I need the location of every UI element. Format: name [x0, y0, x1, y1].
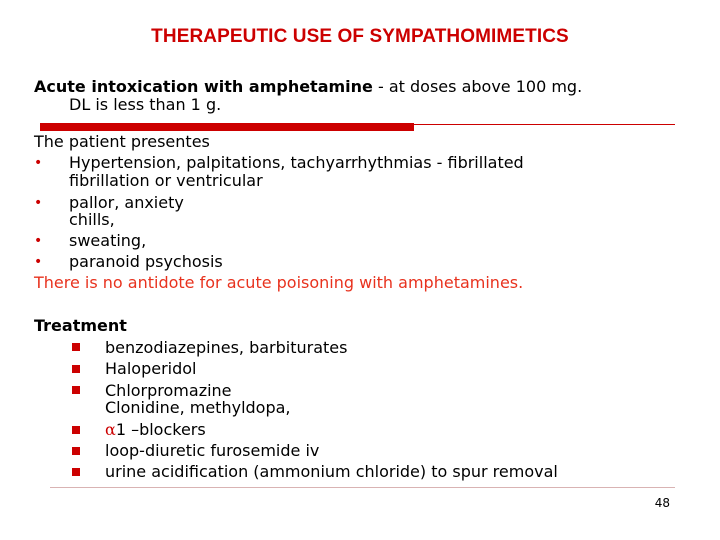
treatment-item: loop-diuretic furosemide iv [105, 441, 320, 460]
intro-heading: Acute intoxication with amphetamine [34, 77, 373, 96]
treatment-item: Chlorpromazine [105, 381, 232, 400]
symptom-item: pallor, anxiety [69, 193, 184, 212]
square-bullet-icon [72, 426, 80, 434]
alpha-symbol: α [105, 420, 116, 439]
presents-label: The patient presentes [34, 132, 210, 151]
treatment-item-text: 1 –blockers [115, 420, 206, 439]
treatment-item: benzodiazepines, barbiturates [105, 338, 348, 357]
divider-bar-thin [414, 124, 675, 125]
treatment-item: urine acidification (ammonium chloride) to spur removal [105, 462, 558, 481]
treatment-heading: Treatment [34, 316, 127, 335]
bullet-dot-icon: • [34, 254, 43, 270]
treatment-item: Haloperidol [105, 359, 197, 378]
symptom-item: paranoid psychosis [69, 252, 223, 271]
intro-detail: - at doses above 100 mg. [372, 77, 583, 96]
footer-divider [50, 487, 675, 488]
page-number: 48 [654, 496, 670, 510]
square-bullet-icon [72, 365, 80, 373]
square-bullet-icon [72, 386, 80, 394]
square-bullet-icon [72, 468, 80, 476]
square-bullet-icon [72, 343, 80, 351]
divider-bar-thick [40, 123, 414, 131]
treatment-item [105, 420, 206, 440]
warning-text: There is no antidote for acute poisoning with amphetamines. [34, 273, 524, 292]
bullet-dot-icon: • [34, 195, 43, 211]
bullet-dot-icon: • [34, 233, 43, 249]
symptom-item-continued: fibrillation or ventricular [69, 171, 263, 190]
intro-detail-continued: DL is less than 1 g. [69, 95, 222, 114]
symptom-item-continued: chills, [69, 210, 115, 229]
square-bullet-icon [72, 447, 80, 455]
symptom-item: Hypertension, palpitations, tachyarrhythmias - fibrillated [69, 153, 524, 172]
slide-title: THERAPEUTIC USE OF SYMPATHOMIMETICS [151, 26, 569, 47]
bullet-dot-icon: • [34, 155, 43, 171]
symptom-item: sweating, [69, 231, 147, 250]
treatment-item-continued: Clonidine, methyldopa, [105, 398, 291, 417]
intro-line [34, 77, 582, 97]
